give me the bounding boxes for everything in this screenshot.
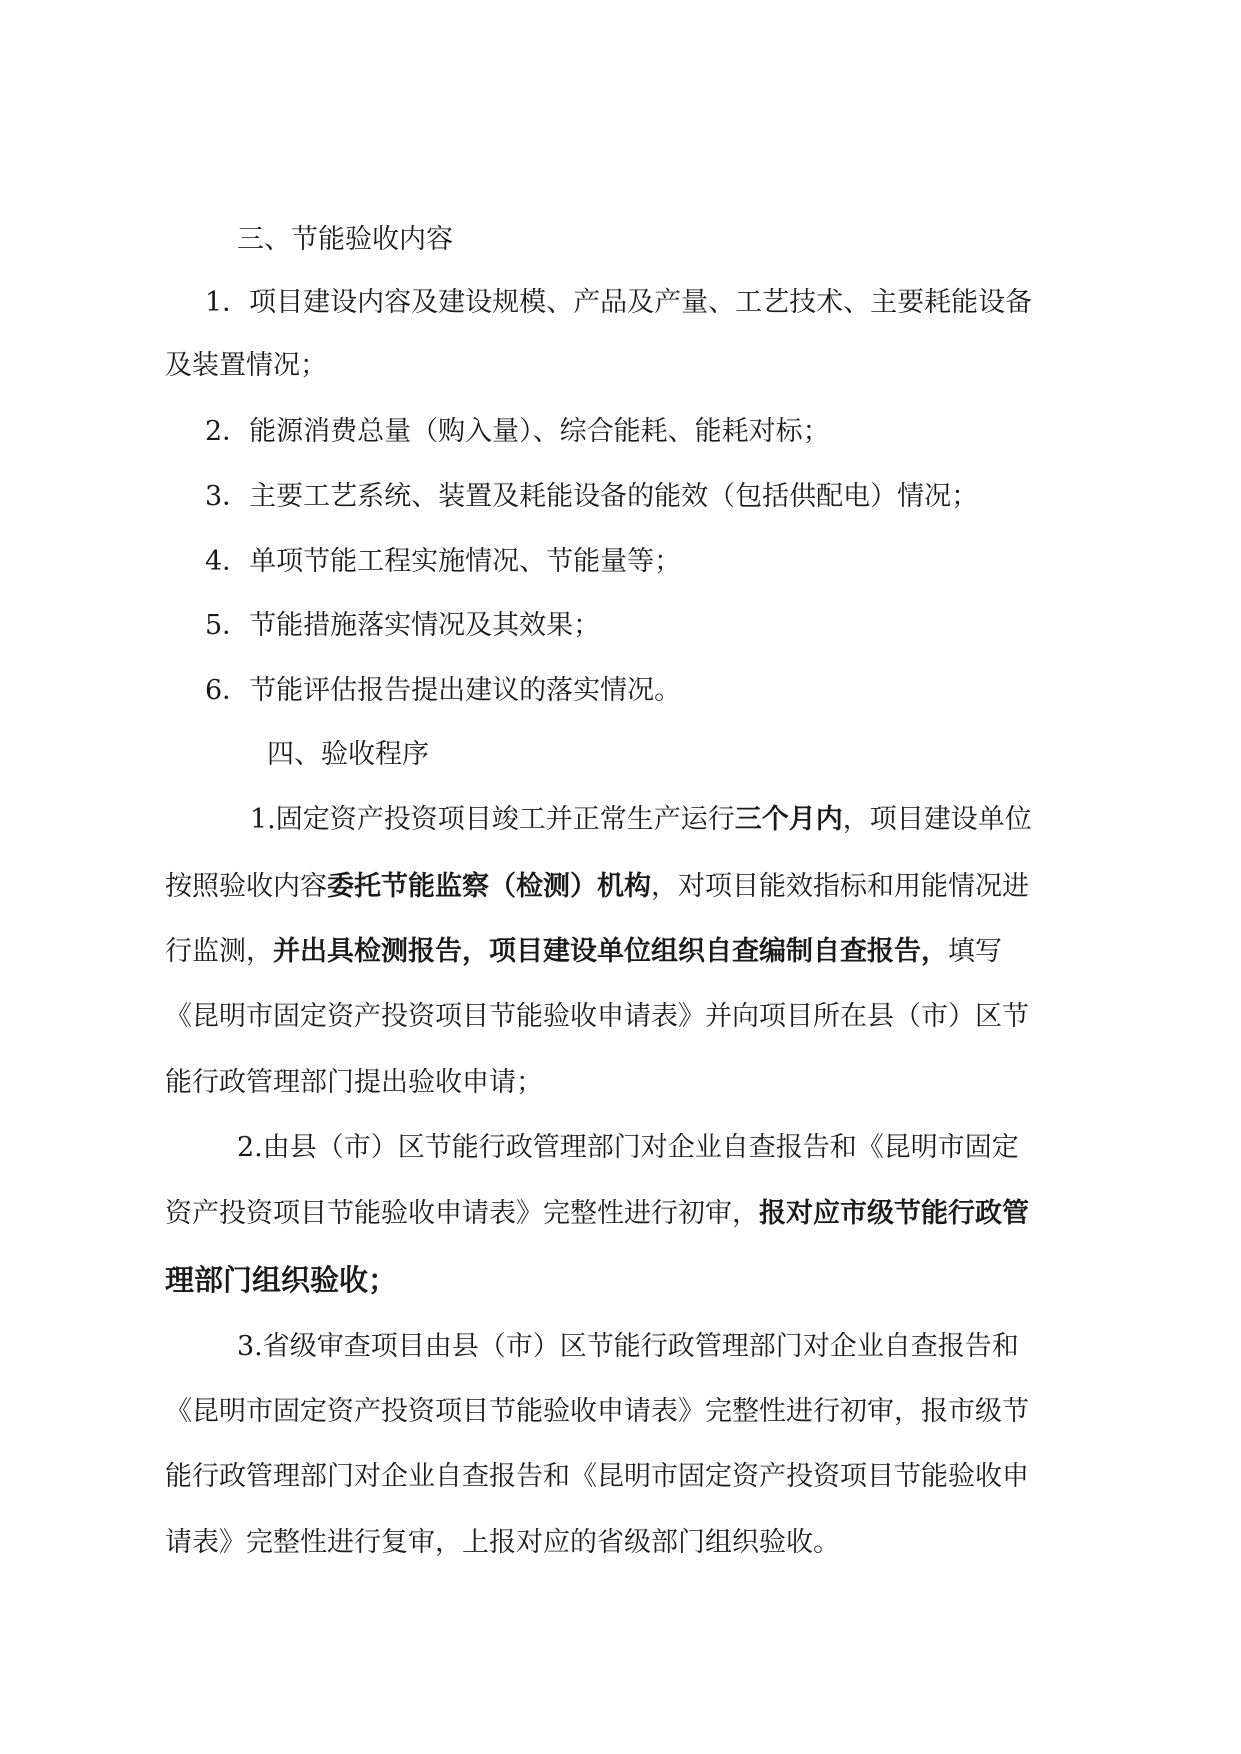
section-3-item-1-line-1: 1．项目建设内容及建设规模、产品及产量、工艺技术、主要耗能设备 <box>205 287 1033 318</box>
section-3-item-3: 3．主要工艺系统、装置及耗能设备的能效（包括供配电）情况； <box>205 481 979 512</box>
emphasis-run: 并出具检测报告，项目建设单位组织自查编制自查报告， <box>273 936 948 967</box>
section-3-item-6: 6．节能评估报告提出建议的落实情况。 <box>205 675 682 706</box>
section-4-p3-line-4: 请表》完整性进行复审，上报对应的省级部门组织验收。 <box>165 1527 840 1558</box>
emphasis-run: 报对应市级节能行政管 <box>759 1198 1029 1229</box>
section-4-heading: 四、验收程序 <box>267 739 429 770</box>
section-4-p1-line-3 <box>165 932 1002 972</box>
text-run: 按照验收内容 <box>165 871 327 902</box>
section-4-p1-line-1 <box>250 800 1032 840</box>
section-4-p3-line-1: 3.省级审查项目由县（市）区节能行政管理部门对企业自查报告和 <box>237 1331 1019 1362</box>
emphasis-run: 三个月内 <box>734 804 843 835</box>
section-3-item-4: 4．单项节能工程实施情况、节能量等； <box>205 546 682 577</box>
section-4-p1-line-4: 《昆明市固定资产投资项目节能验收申请表》并向项目所在县（市）区节 <box>165 1001 1029 1032</box>
section-3-item-1-line-2: 及装置情况； <box>165 350 327 381</box>
text-run: 资产投资项目节能验收申请表》完整性进行初审， <box>165 1198 759 1229</box>
text-run: 填写 <box>948 936 1002 967</box>
section-4-p2-line-1: 2.由县（市）区节能行政管理部门对企业自查报告和《昆明市固定 <box>237 1132 1019 1163</box>
section-4-p3-line-3: 能行政管理部门对企业自查报告和《昆明市固定资产投资项目节能验收申 <box>165 1461 1029 1492</box>
emphasis-run: 委托节能监察（检测）机构 <box>327 871 651 902</box>
section-4-p2-line-2 <box>165 1194 1029 1234</box>
section-4-p3-line-2: 《昆明市固定资产投资项目节能验收申请表》完整性进行初审，报市级节 <box>165 1396 1029 1427</box>
section-4-p1-line-2 <box>165 867 1029 907</box>
section-4-p1-line-5: 能行政管理部门提出验收申请； <box>165 1067 543 1098</box>
section-3-item-5: 5．节能措施落实情况及其效果； <box>205 610 601 641</box>
text-run: ，对项目能效指标和用能情况进 <box>651 871 1029 902</box>
section-3-heading: 三、节能验收内容 <box>237 224 453 255</box>
section-4-p2-line-3: 理部门组织验收； <box>165 1263 398 1297</box>
text-run: 1.固定资产投资项目竣工并正常生产运行 <box>250 804 735 835</box>
text-run: 行监测， <box>165 936 273 967</box>
text-run: ，项目建设单位 <box>842 804 1032 835</box>
section-3-item-2: 2．能源消费总量（购入量）、综合能耗、能耗对标； <box>205 416 830 447</box>
